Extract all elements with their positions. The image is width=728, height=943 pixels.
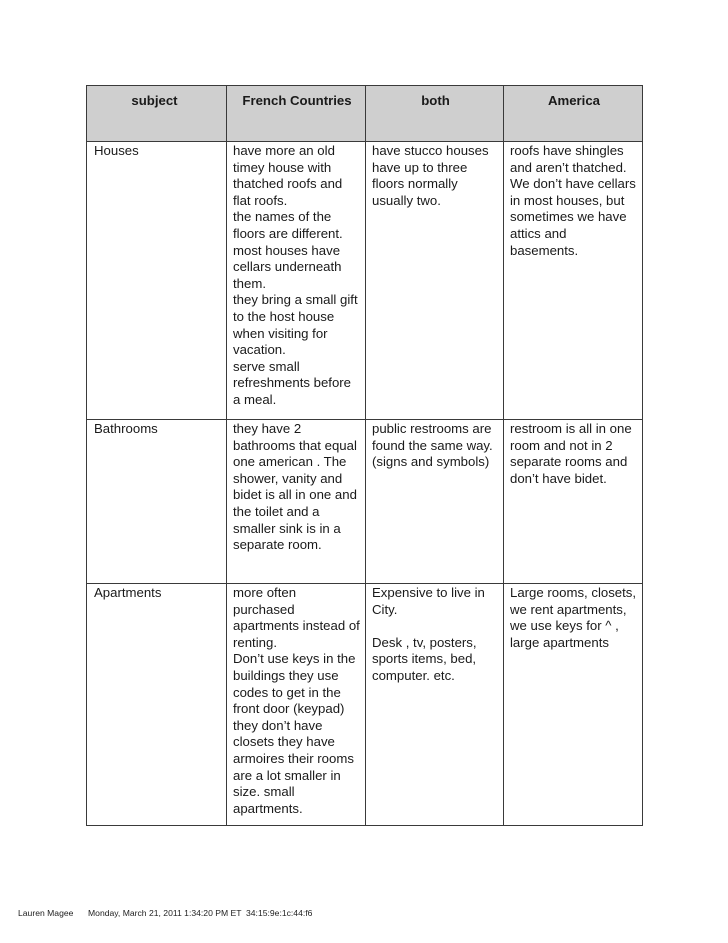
row-subject — [87, 142, 227, 420]
header-row — [87, 86, 643, 142]
row-subject-text: Bathrooms — [94, 421, 158, 436]
cell-america — [504, 420, 643, 584]
row-subject-text: Apartments — [94, 585, 162, 600]
table-row-houses — [87, 142, 643, 420]
page-footer — [0, 908, 728, 922]
comparison-table — [86, 85, 643, 826]
cell-america-text: restroom is all in one room and not in 2 separate rooms and don’t have bidet. — [510, 421, 632, 486]
row-subject — [87, 584, 227, 826]
cell-french-text: have more an old timey house with thatched roofs and flat roofs. the names of the floors are different. most houses have cellars underneath them. they bring a small gift to the host house when visiting for vacation. serve small refreshments before a meal. — [233, 143, 358, 407]
cell-french-text: they have 2 bathrooms that equal one american . The shower, vanity and bidet is all in one and the toilet and a smaller sink is in a separate room. — [233, 421, 357, 553]
header-america: America — [504, 86, 643, 142]
cell-french — [227, 584, 366, 826]
cell-both — [366, 584, 504, 826]
cell-french — [227, 142, 366, 420]
header-both: both — [366, 86, 504, 142]
cell-both — [366, 142, 504, 420]
cell-french-text: more often purchased apartments instead of renting. Don’t use keys in the buildings they use codes to get in the front door (keypad) they don’t have closets they have armoires their rooms are a lot smaller in size. small apartments. — [233, 585, 360, 816]
row-subject-text: Houses — [94, 143, 139, 158]
row-subject — [87, 420, 227, 584]
cell-french — [227, 420, 366, 584]
footer-datetime: Monday, March 21, 2011 1:34:20 PM ET — [88, 908, 242, 918]
footer-id: 34:15:9e:1c:44:f6 — [246, 908, 313, 918]
cell-both-text: public restrooms are found the same way. (signs and symbols) — [372, 421, 493, 470]
table-row-apartments — [87, 584, 643, 826]
cell-america — [504, 584, 643, 826]
cell-america — [504, 142, 643, 420]
table-row-bathrooms — [87, 420, 643, 584]
cell-both-text: Expensive to live in City. Desk , tv, posters, sports items, bed, computer. etc. — [372, 585, 485, 683]
header-subject: subject — [87, 86, 227, 142]
cell-both — [366, 420, 504, 584]
footer-author: Lauren Magee — [18, 908, 74, 918]
header-french-countries: French Countries — [227, 86, 366, 142]
cell-america-text: roofs have shingles and aren’t thatched. We don’t have cellars in most houses, but sometimes we have attics and basements. — [510, 143, 636, 258]
cell-america-text: Large rooms, closets, we rent apartments, we use keys for ^ , large apartments — [510, 585, 637, 650]
cell-both-text: have stucco houses have up to three floors normally usually two. — [372, 143, 489, 208]
